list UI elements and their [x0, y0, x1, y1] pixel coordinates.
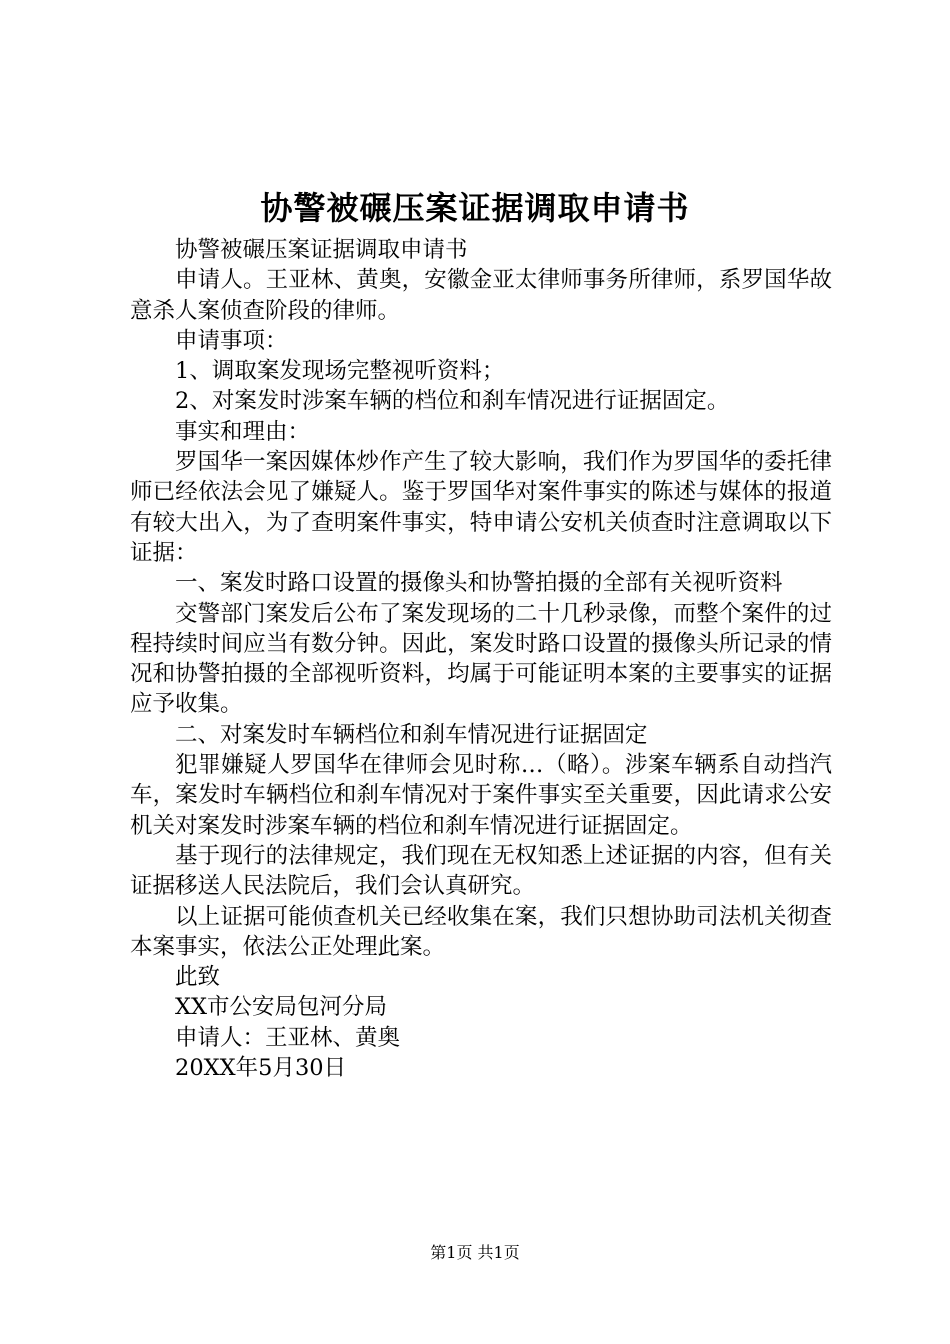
paragraph-request-1: 1、调取案发现场完整视听资料；: [175, 358, 505, 385]
paragraph-section-2-heading: 二、对案发时车辆档位和刹车情况进行证据固定: [175, 721, 648, 748]
paragraph-background: 罗国华一案因媒体炒作产生了较大影响，我们作为罗国华的委托律师已经依法会见了嫌疑人。鉴于罗国华对案件事实的陈述与媒体的报道有较大出入，为了查明案件事实，特申请公安机关侦查时注意调取以下证据：: [130, 449, 832, 566]
paragraph-signature: 申请人：王亚林、黄奥: [175, 1024, 401, 1051]
paragraph-section-1-heading: 一、案发时路口设置的摄像头和协警拍摄的全部有关视听资料: [175, 570, 783, 597]
paragraph-reasons-heading: 事实和理由：: [175, 418, 311, 445]
paragraph-request-heading: 申请事项：: [175, 327, 288, 354]
paragraph-legal-basis: 基于现行的法律规定，我们现在无权知悉上述证据的内容，但有关证据移送人民法院后，我们会认真研究。: [130, 842, 832, 900]
document-body: [130, 235, 832, 1083]
paragraph-closing-statement: 以上证据可能侦查机关已经收集在案，我们只想协助司法机关彻查本案事实，依法公正处理此案。: [130, 903, 832, 960]
paragraph-date: 20XX年5月30日: [175, 1055, 347, 1082]
paragraph-request-2: 2、对案发时涉案车辆的档位和刹车情况进行证据固定。: [175, 388, 730, 415]
paragraph-section-1-body: 交警部门案发后公布了案发现场的二十几秒录像，而整个案件的过程持续时间应当有数分钟。因此，案发时路口设置的摄像头所记录的情况和协警拍摄的全部视听资料，均属于可能证明本案的主要事实的证据应予收集。: [130, 600, 832, 718]
document-title: 协警被碾压案证据调取申请书: [260, 189, 690, 227]
paragraph-section-2-body: 犯罪嫌疑人罗国华在律师会见时称…（略）。涉案车辆系自动挡汽车，案发时车辆档位和刹车情况对于案件事实至关重要，因此请求公安机关对案发时涉案车辆的档位和刹车情况进行证据固定。: [130, 752, 832, 839]
paragraph-subtitle: 协警被碾压案证据调取申请书: [175, 237, 468, 263]
paragraph-recipient: XX市公安局包河分局: [175, 994, 388, 1021]
paragraph-salutation: 此致: [175, 964, 221, 991]
page-footer: 第1页 共1页: [430, 1243, 520, 1262]
paragraph-applicant: 申请人。王亚林、黄奥，安徽金亚太律师事务所律师，系罗国华故意杀人案侦查阶段的律师。: [130, 267, 832, 324]
